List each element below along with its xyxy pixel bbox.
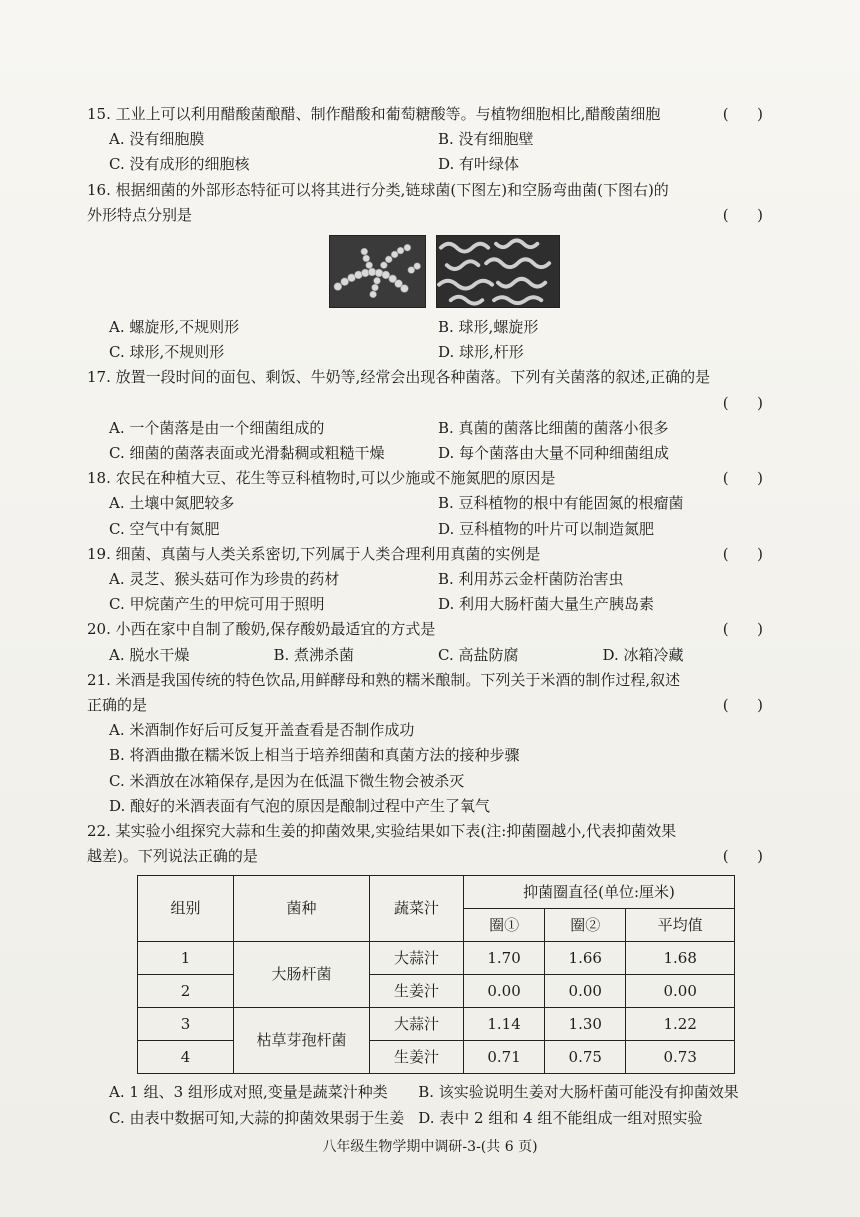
cell-group: 4 [138, 1041, 234, 1074]
options [87, 315, 767, 365]
cell-juice: 生姜汁 [370, 975, 464, 1008]
option-d: D. 有叶绿体 [438, 155, 520, 174]
bacteria-images [329, 235, 767, 308]
option-b: B. 煮沸杀菌 [273, 645, 355, 664]
option-a: A. 没有细胞膜 [109, 130, 205, 149]
question-stem: 19. 细菌、真菌与人类关系密切,下列属于人类合理利用真菌的实例是 ( ) [87, 542, 767, 567]
cell-circle-2: 1.30 [545, 1008, 626, 1041]
table-row [138, 942, 735, 975]
cell-strain: 大肠杆菌 [234, 942, 370, 1008]
option-c: C. 米酒放在冰箱保存,是因为在低温下微生物会被杀灭 [109, 771, 465, 790]
question-15 [87, 102, 767, 178]
question-16 [87, 178, 767, 366]
header-group: 组别 [138, 876, 234, 942]
cell-group: 3 [138, 1008, 234, 1041]
option-b: B. 球形,螺旋形 [438, 318, 539, 337]
option-b: B. 将酒曲撒在糯米饭上相当于培养细菌和真菌方法的接种步骤 [109, 746, 520, 765]
campylobacter-micrograph [436, 235, 560, 308]
question-stem-line2: 外形特点分别是 ( ) [87, 203, 767, 228]
cell-average: 0.73 [626, 1041, 735, 1074]
option-c: C. 甲烷菌产生的甲烷可用于照明 [109, 595, 325, 614]
question-stem: 15. 工业上可以利用醋酸菌酿醋、制作醋酸和葡萄糖酸等。与植物细胞相比,醋酸菌细胞 ( ) [87, 102, 767, 127]
header-circle-2: 圈② [545, 909, 626, 942]
option-b: B. 利用苏云金杆菌防治害虫 [438, 570, 624, 589]
question-stem: 18. 农民在种植大豆、花生等豆科植物时,可以少施或不施氮肥的原因是 ( ) [87, 466, 767, 491]
question-17 [87, 365, 767, 466]
question-21 [87, 668, 767, 819]
question-stem: 20. 小西在家中自制了酸奶,保存酸奶最适宜的方式是 ( ) [87, 617, 767, 642]
option-b: B. 真菌的菌落比细菌的菌落小很多 [438, 418, 669, 437]
option-c: C. 高盐防腐 [438, 645, 519, 664]
header-circle-1: 圈① [464, 909, 545, 942]
results-table [137, 875, 735, 1074]
cell-circle-2: 0.75 [545, 1041, 626, 1074]
cell-juice: 大蒜汁 [370, 942, 464, 975]
cell-juice: 大蒜汁 [370, 1008, 464, 1041]
options [87, 127, 767, 177]
options [87, 643, 767, 668]
option-b: B. 该实验说明生姜对大肠杆菌可能没有抑菌效果 [418, 1083, 739, 1102]
option-d: D. 豆科植物的叶片可以制造氮肥 [438, 519, 655, 538]
answer-bracket: ( ) [722, 847, 763, 866]
option-b: B. 豆科植物的根中有能固氮的根瘤菌 [438, 494, 684, 513]
cell-strain: 枯草芽孢杆菌 [234, 1008, 370, 1074]
options [87, 416, 767, 466]
answer-bracket: ( ) [722, 469, 763, 488]
options [87, 1080, 767, 1130]
option-b: B. 没有细胞壁 [438, 130, 534, 149]
option-d: D. 球形,杆形 [438, 343, 524, 362]
answer-bracket: ( ) [722, 544, 763, 563]
question-stem: 17. 放置一段时间的面包、剩饭、牛奶等,经常会出现各种菌落。下列有关菌落的叙述,正确的是 [87, 368, 711, 387]
table-row [138, 1041, 735, 1074]
cell-circle-1: 0.00 [464, 975, 545, 1008]
option-c: C. 细菌的菌落表面或光滑黏稠或粗糙干燥 [109, 444, 385, 463]
table-row [138, 975, 735, 1008]
header-diameter: 抑菌圈直径(单位:厘米) [464, 876, 735, 909]
option-a: A. 土壤中氮肥较多 [109, 494, 235, 513]
option-d: D. 表中 2 组和 4 组不能组成一组对照实验 [418, 1108, 703, 1127]
cell-average: 1.68 [626, 942, 735, 975]
option-a: A. 灵芝、猴头菇可作为珍贵的药材 [109, 570, 340, 589]
page-footer: 八年级生物学期中调研-3-(共 6 页) [322, 1139, 538, 1155]
answer-bracket: ( ) [722, 205, 763, 224]
cell-circle-2: 0.00 [545, 975, 626, 1008]
question-stem-line2: 正确的是 ( ) [87, 693, 767, 718]
question-stem-line2: 越差)。下列说法正确的是 ( ) [87, 844, 767, 869]
option-a: A. 脱水干燥 [109, 645, 190, 664]
option-a: A. 螺旋形,不规则形 [109, 318, 240, 337]
option-d: D. 酿好的米酒表面有气泡的原因是酿制过程中产生了氧气 [109, 796, 491, 815]
options [87, 491, 767, 541]
options [87, 567, 767, 617]
question-stem: 22. 某实验小组探究大蒜和生姜的抑菌效果,实验结果如下表(注:抑菌圈越小,代表抑菌效果 [87, 822, 677, 841]
answer-bracket: ( ) [722, 105, 763, 123]
question-20 [87, 617, 767, 667]
table-row [138, 1008, 735, 1041]
option-d: D. 冰箱冷藏 [602, 645, 684, 664]
header-strain: 菌种 [234, 876, 370, 942]
cell-circle-1: 1.70 [464, 942, 545, 975]
cell-circle-1: 0.71 [464, 1041, 545, 1074]
cell-juice: 生姜汁 [370, 1041, 464, 1074]
cell-average: 0.00 [626, 975, 735, 1008]
option-a: A. 一个菌落是由一个细菌组成的 [109, 418, 325, 437]
option-d: D. 每个菌落由大量不同种细菌组成 [438, 444, 670, 463]
answer-bracket: ( ) [722, 620, 763, 639]
answer-bracket: ( ) [722, 696, 763, 715]
cell-group: 2 [138, 975, 234, 1008]
option-c: C. 球形,不规则形 [109, 343, 225, 362]
cell-circle-2: 1.66 [545, 942, 626, 975]
streptococcus-micrograph [329, 235, 426, 308]
question-19 [87, 542, 767, 618]
question-22 [87, 819, 767, 1131]
header-juice: 蔬菜汁 [370, 876, 464, 942]
question-18 [87, 466, 767, 542]
header-average: 平均值 [626, 909, 735, 942]
cell-group: 1 [138, 942, 234, 975]
option-c: C. 没有成形的细胞核 [109, 155, 250, 174]
option-c: C. 由表中数据可知,大蒜的抑菌效果弱于生姜 [109, 1108, 405, 1127]
cell-circle-1: 1.14 [464, 1008, 545, 1041]
question-stem: 21. 米酒是我国传统的特色饮品,用鲜酵母和熟的糯米酿制。下列关于米酒的制作过程,叙述 [87, 670, 681, 689]
cell-average: 1.22 [626, 1008, 735, 1041]
question-list [87, 102, 767, 1131]
option-c: C. 空气中有氮肥 [109, 519, 220, 538]
answer-bracket: ( ) [722, 393, 763, 412]
option-d: D. 利用大肠杆菌大量生产胰岛素 [438, 595, 655, 614]
option-a: A. 米酒制作好后可反复开盖查看是否制作成功 [109, 721, 415, 740]
question-stem: 16. 根据细菌的外部形态特征可以将其进行分类,链球菌(下图左)和空肠弯曲菌(下图右)的 [87, 180, 669, 199]
option-a: A. 1 组、3 组形成对照,变量是蔬菜汁种类 [109, 1083, 388, 1102]
